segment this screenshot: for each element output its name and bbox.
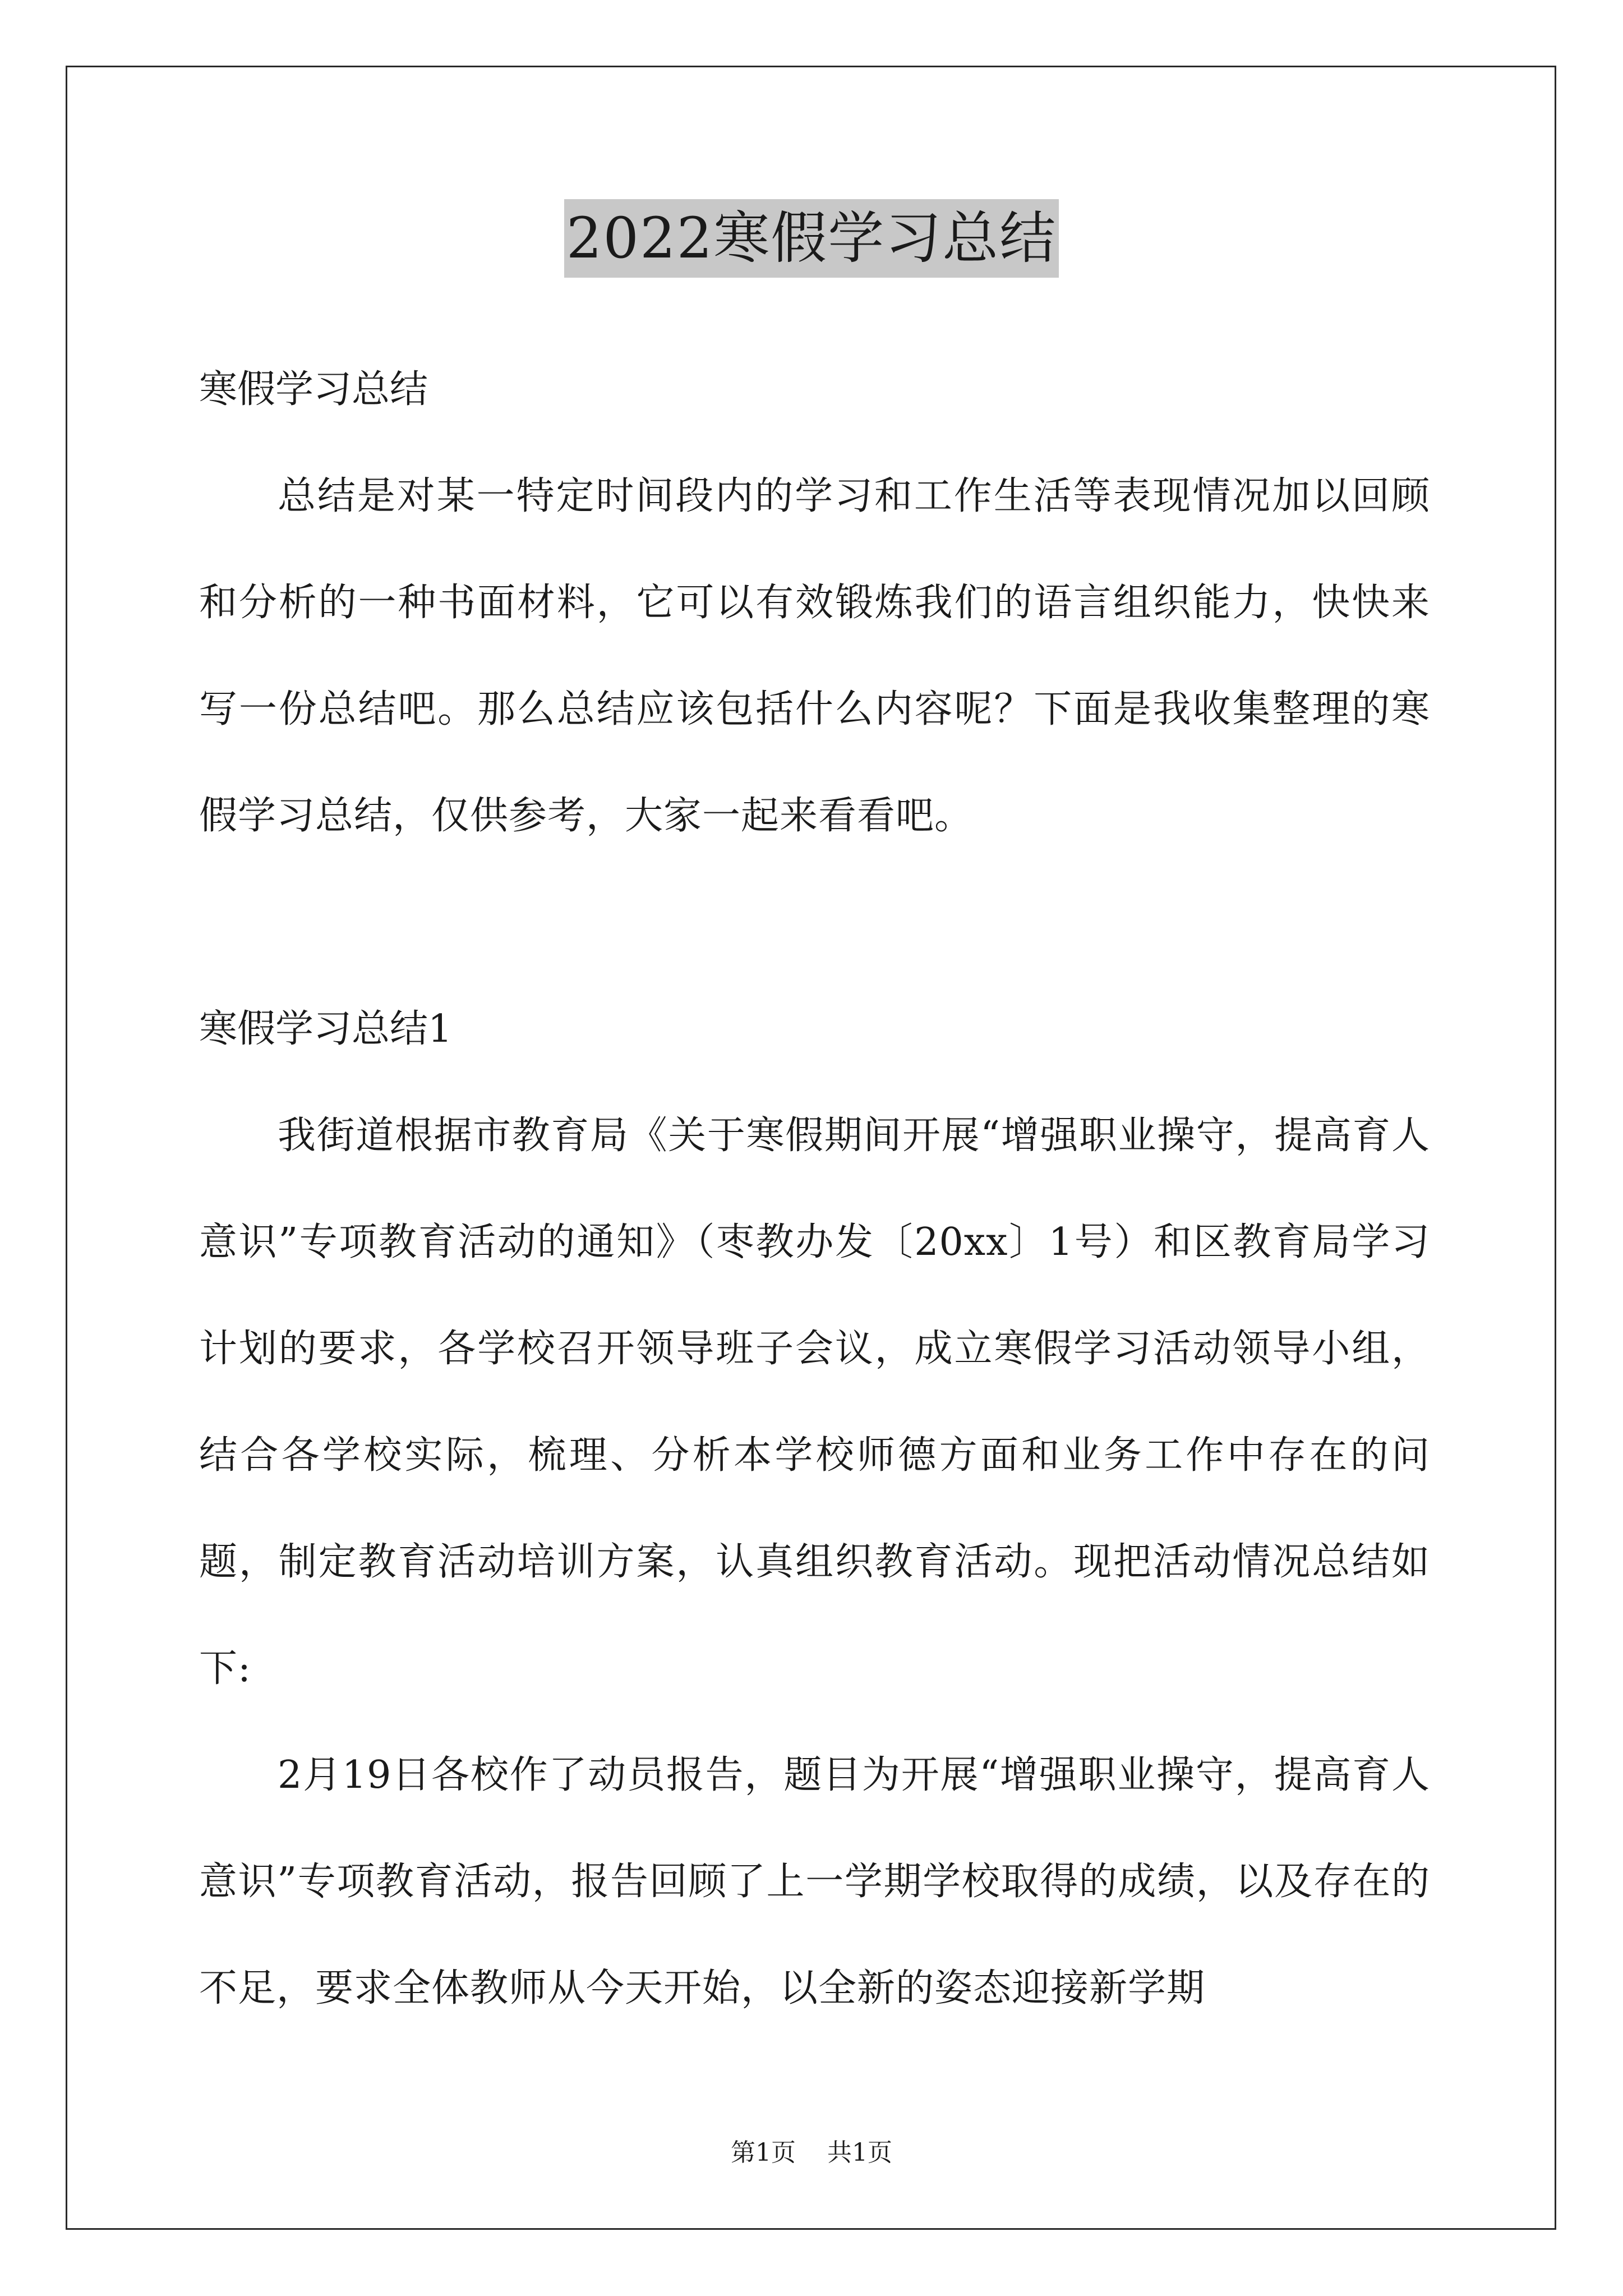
section-spacer <box>199 869 1430 976</box>
document-title: 2022寒假学习总结 <box>564 199 1059 278</box>
intro-paragraph: 总结是对某一特定时间段内的学习和工作生活等表现情况加以回顾和分析的一种书面材料，它可以有效锻炼我们的语言组织能力，快快来写一份总结吧。那么总结应该包括什么内容呢？下面是我收集整理的寒假学习总结，仅供参考，大家一起来看看吧。 <box>199 474 1430 838</box>
document-subtitle: 寒假学习总结 <box>199 367 428 412</box>
page-total: 共1页 <box>827 2138 892 2167</box>
title-container <box>0 199 1623 278</box>
section-heading-1: 寒假学习总结1 <box>199 1007 453 1051</box>
section1-paragraph-2: 2月19日各校作了动员报告，题目为开展“增强职业操守，提高育人意识”专项教育活动，报告回顾了上一学期学校取得的成绩，以及存在的不足，要求全体教师从今天开始，以全新的姿态迎接新学期 <box>199 1753 1430 2010</box>
document-body <box>199 337 1430 2042</box>
page-number: 第1页 <box>731 2138 796 2167</box>
page-footer <box>0 2136 1623 2170</box>
section1-paragraph-1: 我街道根据市教育局《关于寒假期间开展“增强职业操守，提高育人意识”专项教育活动的通知》（枣教办发〔20xx〕1号）和区教育局学习计划的要求，各学校召开领导班子会议，成立寒假学习活动领导小组，结合各学校实际，梳理、分析本学校师德方面和业务工作中存在的问题，制定教育活动培训方案，认真组织教育活动。现把活动情况总结如下: <box>199 1114 1430 1691</box>
